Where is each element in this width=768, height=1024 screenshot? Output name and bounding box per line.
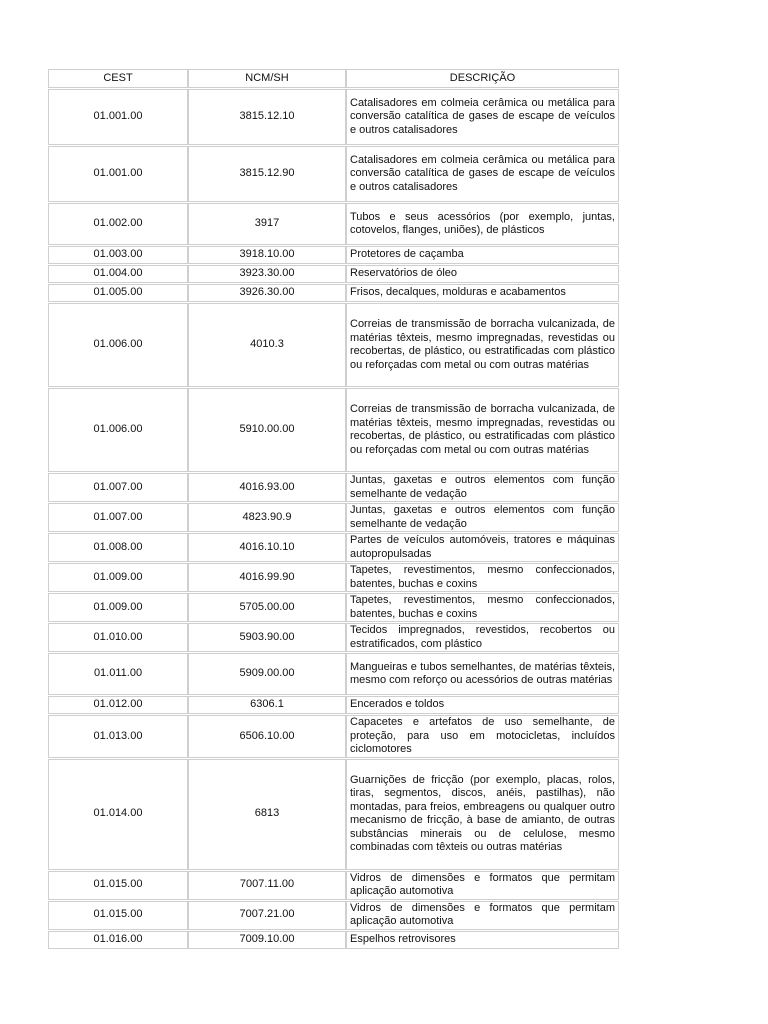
description-cell: Espelhos retrovisores bbox=[346, 931, 619, 949]
cest-cell: 01.007.00 bbox=[48, 503, 188, 532]
description-cell: Vidros de dimensões e formatos que permitam aplicação automotiva bbox=[346, 901, 619, 930]
cest-cell: 01.016.00 bbox=[48, 931, 188, 949]
ncm-cell: 3917 bbox=[188, 203, 346, 245]
description-cell: Correias de transmissão de borracha vulcanizada, de matérias têxteis, mesmo impregnadas, revestidas ou recobertas, de plástico, ou estratificadas com plástico ou reforçadas com metal ou com outras matérias bbox=[346, 388, 619, 472]
description-cell: Partes de veículos automóveis, tratores e máquinas autopropulsadas bbox=[346, 533, 619, 562]
description-cell: Vidros de dimensões e formatos que permitam aplicação automotiva bbox=[346, 871, 619, 900]
table-row bbox=[48, 146, 619, 202]
cest-cell: 01.009.00 bbox=[48, 593, 188, 622]
description-cell: Tecidos impregnados, revestidos, recobertos ou estratificados, com plástico bbox=[346, 623, 619, 652]
table-row bbox=[48, 246, 619, 264]
cest-cell: 01.014.00 bbox=[48, 759, 188, 870]
description-cell: Catalisadores em colmeia cerâmica ou metálica para conversão catalítica de gases de escape de veículos e outros catalisadores bbox=[346, 89, 619, 145]
header-cest: CEST bbox=[48, 69, 188, 88]
ncm-cell: 7007.11.00 bbox=[188, 871, 346, 900]
table-row bbox=[48, 203, 619, 245]
table-row bbox=[48, 388, 619, 472]
description-cell: Juntas, gaxetas e outros elementos com função semelhante de vedação bbox=[346, 473, 619, 502]
ncm-cell: 5705.00.00 bbox=[188, 593, 346, 622]
table-row bbox=[48, 473, 619, 502]
ncm-cell: 4010.3 bbox=[188, 303, 346, 387]
table-header-row bbox=[48, 69, 619, 88]
table-row bbox=[48, 696, 619, 714]
table-row bbox=[48, 931, 619, 949]
ncm-cell: 6813 bbox=[188, 759, 346, 870]
table-row bbox=[48, 593, 619, 622]
ncm-cell: 4823.90.9 bbox=[188, 503, 346, 532]
cest-cell: 01.001.00 bbox=[48, 146, 188, 202]
description-cell: Correias de transmissão de borracha vulcanizada, de matérias têxteis, mesmo impregnadas, revestidas ou recobertas, de plástico, ou estratificadas com plástico ou reforçadas com metal ou com outras matérias bbox=[346, 303, 619, 387]
table-row bbox=[48, 871, 619, 900]
table-row bbox=[48, 284, 619, 302]
table-row bbox=[48, 715, 619, 758]
ncm-cell: 5909.00.00 bbox=[188, 653, 346, 695]
cest-cell: 01.006.00 bbox=[48, 303, 188, 387]
table-row bbox=[48, 623, 619, 652]
table-row bbox=[48, 901, 619, 930]
ncm-cell: 3815.12.90 bbox=[188, 146, 346, 202]
ncm-cell: 3923.30.00 bbox=[188, 265, 346, 283]
table-row bbox=[48, 533, 619, 562]
description-cell: Mangueiras e tubos semelhantes, de matérias têxteis, mesmo com reforço ou acessórios de outras matérias bbox=[346, 653, 619, 695]
ncm-cell: 5903.90.00 bbox=[188, 623, 346, 652]
cest-cell: 01.004.00 bbox=[48, 265, 188, 283]
cest-cell: 01.013.00 bbox=[48, 715, 188, 758]
ncm-cell: 6506.10.00 bbox=[188, 715, 346, 758]
description-cell: Guarnições de fricção (por exemplo, placas, rolos, tiras, segmentos, discos, anéis, pastilhas), não montadas, para freios, embreagens ou qualquer outro mecanismo de fricção, à base de amianto, de outras substâncias minerais ou de celulose, mesmo combinadas com têxteis ou outras matérias bbox=[346, 759, 619, 870]
ncm-cell: 4016.10.10 bbox=[188, 533, 346, 562]
cest-cell: 01.008.00 bbox=[48, 533, 188, 562]
cest-cell: 01.007.00 bbox=[48, 473, 188, 502]
table-row bbox=[48, 265, 619, 283]
description-cell: Tapetes, revestimentos, mesmo confeccionados, batentes, buchas e coxins bbox=[346, 563, 619, 592]
ncm-cell: 7007.21.00 bbox=[188, 901, 346, 930]
description-cell: Catalisadores em colmeia cerâmica ou metálica para conversão catalítica de gases de escape de veículos e outros catalisadores bbox=[346, 146, 619, 202]
description-cell: Reservatórios de óleo bbox=[346, 265, 619, 283]
cest-cell: 01.006.00 bbox=[48, 388, 188, 472]
description-cell: Tubos e seus acessórios (por exemplo, juntas, cotovelos, flanges, uniões), de plásticos bbox=[346, 203, 619, 245]
ncm-cell: 7009.10.00 bbox=[188, 931, 346, 949]
table-row bbox=[48, 759, 619, 870]
cest-cell: 01.011.00 bbox=[48, 653, 188, 695]
cest-ncm-table bbox=[48, 68, 619, 950]
cest-cell: 01.015.00 bbox=[48, 871, 188, 900]
ncm-cell: 6306.1 bbox=[188, 696, 346, 714]
table-row bbox=[48, 303, 619, 387]
ncm-cell: 3918.10.00 bbox=[188, 246, 346, 264]
table-row bbox=[48, 503, 619, 532]
ncm-cell: 5910.00.00 bbox=[188, 388, 346, 472]
description-cell: Juntas, gaxetas e outros elementos com função semelhante de vedação bbox=[346, 503, 619, 532]
cest-cell: 01.015.00 bbox=[48, 901, 188, 930]
description-cell: Frisos, decalques, molduras e acabamentos bbox=[346, 284, 619, 302]
ncm-cell: 3926.30.00 bbox=[188, 284, 346, 302]
cest-cell: 01.009.00 bbox=[48, 563, 188, 592]
cest-cell: 01.002.00 bbox=[48, 203, 188, 245]
cest-cell: 01.010.00 bbox=[48, 623, 188, 652]
description-cell: Protetores de caçamba bbox=[346, 246, 619, 264]
cest-cell: 01.001.00 bbox=[48, 89, 188, 145]
table-row bbox=[48, 653, 619, 695]
header-ncm: NCM/SH bbox=[188, 69, 346, 88]
cest-cell: 01.005.00 bbox=[48, 284, 188, 302]
ncm-cell: 4016.99.90 bbox=[188, 563, 346, 592]
table-row bbox=[48, 89, 619, 145]
description-cell: Encerados e toldos bbox=[346, 696, 619, 714]
ncm-cell: 3815.12.10 bbox=[188, 89, 346, 145]
description-cell: Capacetes e artefatos de uso semelhante, de proteção, para uso em motocicletas, incluídos ciclomotores bbox=[346, 715, 619, 758]
description-cell: Tapetes, revestimentos, mesmo confeccionados, batentes, buchas e coxins bbox=[346, 593, 619, 622]
cest-cell: 01.003.00 bbox=[48, 246, 188, 264]
table-row bbox=[48, 563, 619, 592]
cest-cell: 01.012.00 bbox=[48, 696, 188, 714]
header-description: DESCRIÇÃO bbox=[346, 69, 619, 88]
ncm-cell: 4016.93.00 bbox=[188, 473, 346, 502]
